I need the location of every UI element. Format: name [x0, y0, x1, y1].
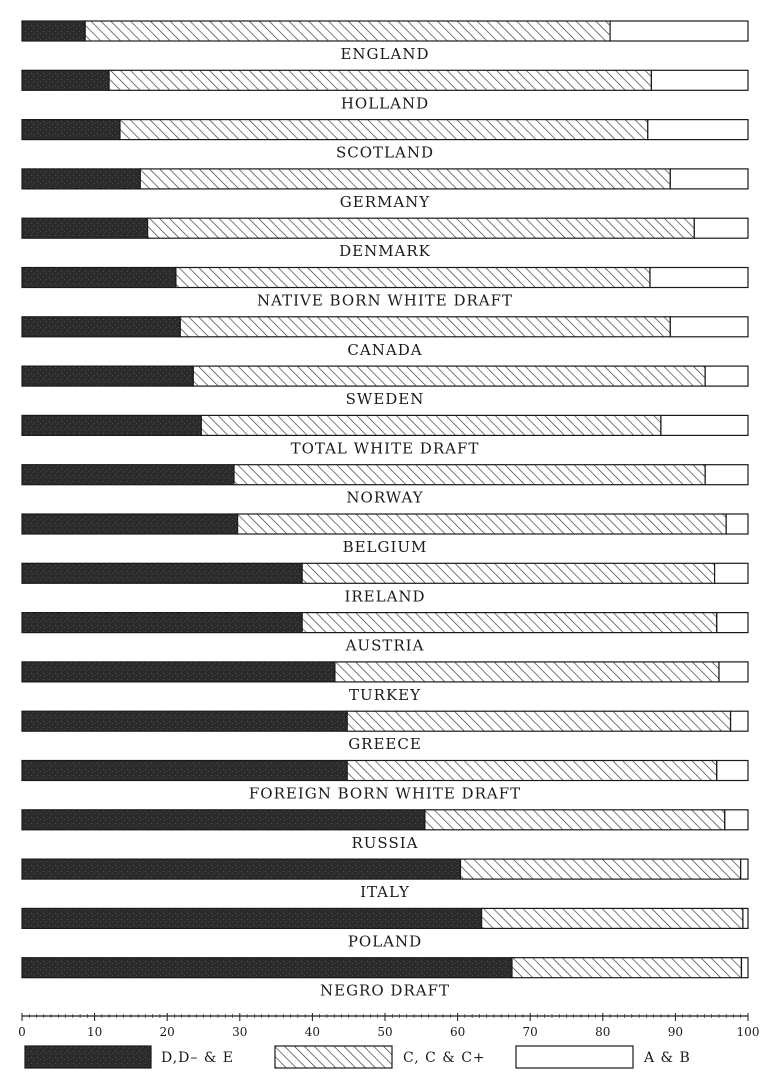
bar-segment — [85, 21, 610, 41]
bar-segment — [22, 465, 234, 485]
bar-segment — [234, 465, 705, 485]
legend-item — [275, 1046, 486, 1068]
bar-segment — [347, 711, 730, 731]
legend-swatch — [275, 1046, 392, 1068]
legend — [25, 1046, 691, 1068]
bar-segment — [238, 514, 727, 534]
bar-segment — [512, 958, 741, 978]
category-label: NATIVE BORN WHITE DRAFT — [256, 291, 514, 310]
bar-segment — [109, 70, 651, 90]
bar-row — [22, 70, 748, 112]
bar-segment — [425, 810, 725, 830]
bar-segment — [22, 908, 482, 928]
x-tick-label: 10 — [86, 1025, 103, 1039]
x-tick-label: 40 — [304, 1025, 321, 1039]
category-label: DENMARK — [339, 242, 431, 261]
category-label: NEGRO DRAFT — [320, 981, 450, 1000]
bar-row — [22, 662, 748, 704]
bar-segment — [731, 711, 748, 731]
legend-item — [516, 1046, 691, 1068]
bar-segment — [715, 563, 748, 583]
bar-segment — [22, 120, 120, 140]
bar-segment — [742, 958, 749, 978]
category-label: BELGIUM — [342, 538, 428, 556]
bar-segment — [302, 613, 717, 633]
bar-segment — [201, 415, 661, 435]
bar-segment — [719, 662, 748, 682]
bar-segment — [302, 563, 714, 583]
x-tick-label: 20 — [159, 1025, 175, 1039]
bar-segment — [22, 761, 347, 781]
bar-segment — [22, 169, 140, 189]
x-tick-label: 80 — [595, 1025, 611, 1039]
x-tick-label: 50 — [377, 1025, 393, 1039]
bar-row — [22, 169, 748, 211]
category-label: ITALY — [360, 883, 410, 902]
bar-segment — [705, 465, 748, 485]
bar-segment — [120, 120, 648, 140]
bar-row — [22, 514, 748, 556]
bar-row — [22, 810, 748, 852]
bar-segment — [180, 317, 670, 337]
x-tick-label: 60 — [449, 1025, 466, 1039]
bar-row — [22, 21, 748, 63]
bar-segment — [741, 859, 748, 879]
bar-row — [22, 268, 748, 310]
bar-segment — [726, 514, 748, 534]
category-label: FOREIGN BORN WHITE DRAFT — [248, 784, 522, 803]
x-tick-label: 100 — [736, 1025, 760, 1039]
bar-segment — [717, 761, 748, 781]
legend-item — [25, 1046, 234, 1068]
bar-row — [22, 366, 748, 408]
bar-row — [22, 120, 748, 162]
bar-segment — [22, 859, 461, 879]
bar-segment — [670, 169, 748, 189]
bar-segment — [22, 317, 180, 337]
bar-segment — [22, 218, 148, 238]
bar-segment — [725, 810, 748, 830]
bar-segment — [22, 366, 193, 386]
bars-layer — [22, 21, 748, 1000]
bar-segment — [705, 366, 748, 386]
legend-label: C, C & C+ — [403, 1050, 486, 1066]
bar-row — [22, 317, 748, 359]
bar-segment — [743, 908, 748, 928]
bar-segment — [22, 711, 347, 731]
bar-segment — [22, 810, 425, 830]
category-label: CANADA — [347, 340, 423, 359]
bar-segment — [651, 70, 748, 90]
bar-segment — [22, 958, 512, 978]
bar-row — [22, 958, 748, 1000]
bar-segment — [22, 21, 85, 41]
bar-segment — [482, 908, 743, 928]
x-tick-label: 70 — [522, 1025, 538, 1039]
bar-segment — [610, 21, 748, 41]
category-label: RUSSIA — [351, 833, 419, 852]
bar-segment — [193, 366, 705, 386]
legend-label: D,D– & E — [161, 1050, 234, 1066]
bar-segment — [22, 268, 176, 288]
bar-row — [22, 711, 748, 753]
x-tick-label: 0 — [18, 1025, 26, 1039]
bar-segment — [347, 761, 717, 781]
x-tick-label: 90 — [667, 1025, 684, 1039]
bar-row — [22, 761, 748, 803]
bar-segment — [148, 218, 695, 238]
bar-row — [22, 218, 748, 260]
bar-segment — [22, 514, 238, 534]
x-axis — [18, 1013, 759, 1039]
bar-segment — [22, 70, 109, 90]
category-label: IRELAND — [344, 587, 426, 606]
legend-swatch — [516, 1046, 633, 1068]
category-label: ENGLAND — [340, 45, 430, 63]
category-label: GREECE — [348, 735, 422, 754]
bar-segment — [176, 268, 650, 288]
x-tick-label: 30 — [232, 1025, 248, 1039]
category-label: POLAND — [347, 932, 423, 951]
category-label: HOLLAND — [340, 94, 430, 113]
bar-row — [22, 613, 748, 655]
bar-row — [22, 465, 748, 507]
bar-segment — [22, 662, 335, 682]
bar-segment — [22, 613, 302, 633]
bar-row — [22, 859, 748, 901]
category-label: SWEDEN — [345, 390, 425, 409]
bar-segment — [140, 169, 670, 189]
legend-label: A & B — [644, 1050, 691, 1066]
category-label: GERMANY — [339, 192, 431, 211]
bar-segment — [694, 218, 748, 238]
bar-row — [22, 908, 748, 950]
bar-segment — [650, 268, 748, 288]
bar-segment — [670, 317, 748, 337]
bar-segment — [661, 415, 748, 435]
legend-swatch — [25, 1046, 151, 1068]
category-label: AUSTRIA — [345, 636, 425, 655]
bar-segment — [335, 662, 719, 682]
bar-row — [22, 563, 748, 605]
category-label: TOTAL WHITE DRAFT — [290, 439, 480, 458]
bar-row — [22, 415, 748, 457]
bar-segment — [22, 415, 201, 435]
bar-segment — [461, 859, 741, 879]
bar-segment — [717, 613, 748, 633]
bar-segment — [648, 120, 748, 140]
category-label: SCOTLAND — [336, 143, 434, 162]
bar-segment — [22, 563, 302, 583]
category-label: NORWAY — [346, 488, 424, 507]
category-label: TURKEY — [349, 685, 421, 704]
